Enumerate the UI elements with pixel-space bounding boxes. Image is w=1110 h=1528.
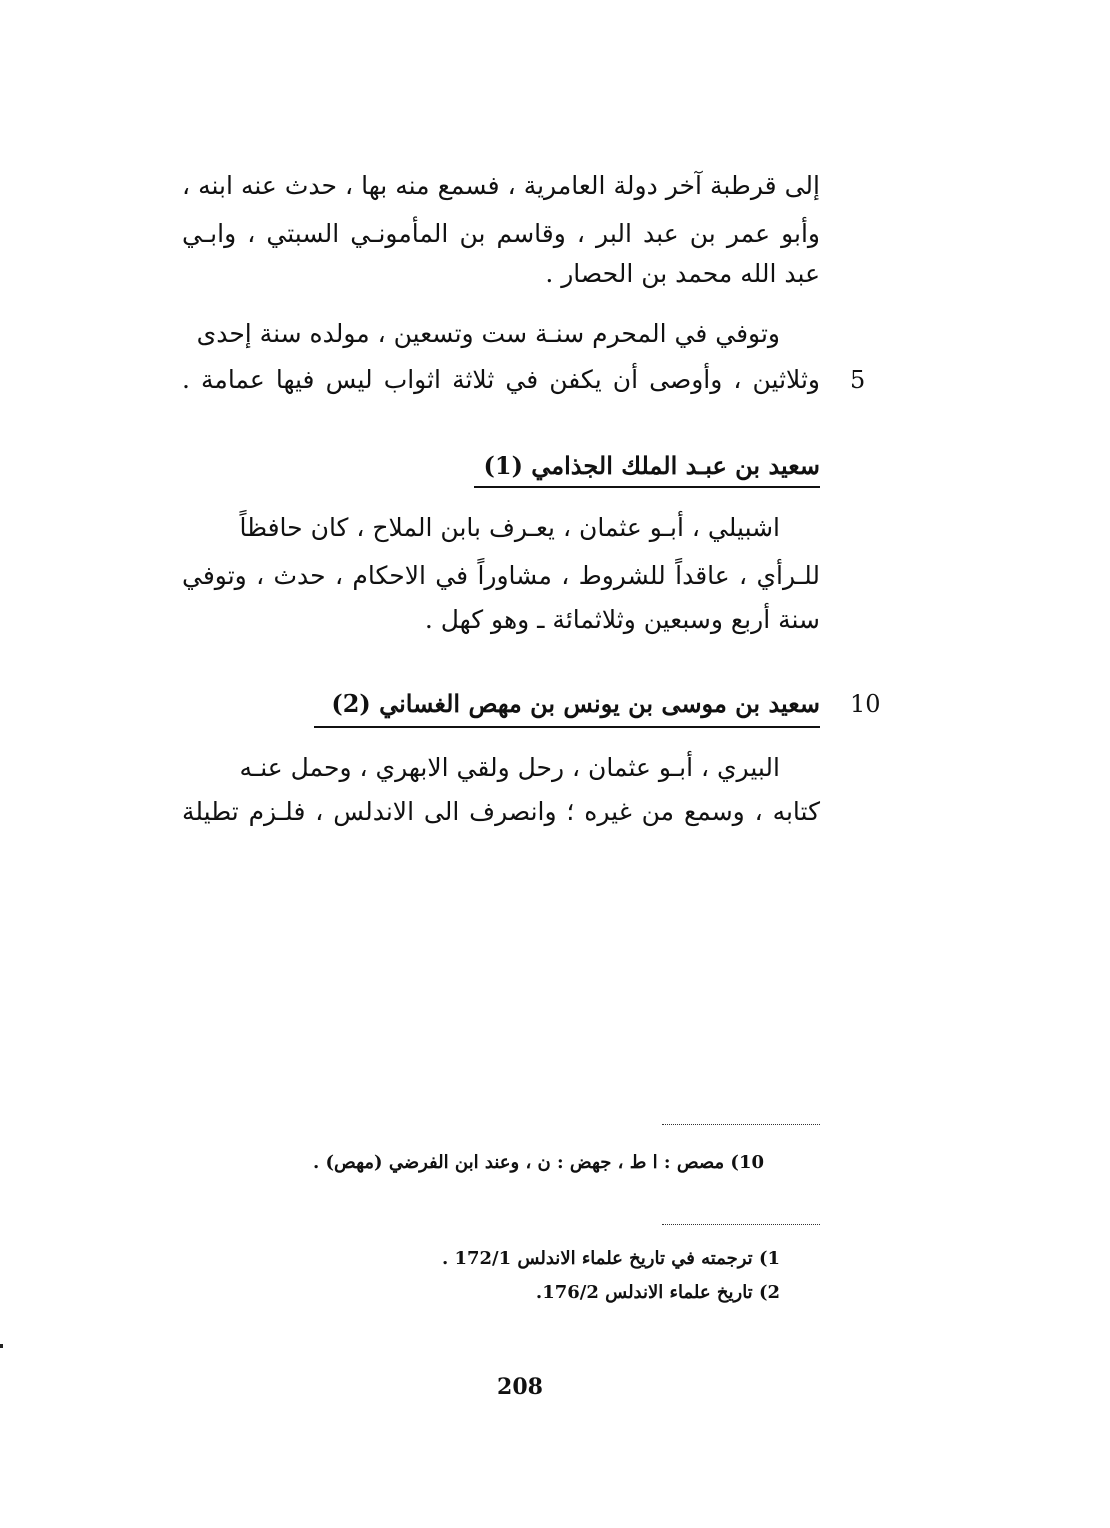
apparatus-note: 10) مصص : ا ط ، جهض : ن ، وعند ابن الفرضي (مهص) . <box>313 1152 764 1173</box>
footnote-separator <box>662 1224 820 1225</box>
body-line: وأبو عمر بن عبد البر ، وقاسم بن المأمونـي السبتي ، وابـي <box>182 219 820 248</box>
line-number: 10 <box>850 690 881 718</box>
scan-speck <box>0 1344 3 1348</box>
heading-underline <box>474 486 820 488</box>
footnote: 1) ترجمته في تاريخ علماء الاندلس 172/1 . <box>441 1248 780 1269</box>
note-separator <box>662 1124 820 1125</box>
body-line: كتابه ، وسمع من غيره ؛ وانصرف الى الاندلس ، فلـزم تطيلة <box>182 797 820 826</box>
body-line: سنة أربع وسبعين وثلاثمائة ـ وهو كهل . <box>424 605 820 634</box>
entry-heading: سعيد بن عبـد الملك الجذامي (1) <box>483 451 820 480</box>
footnote: 2) تاريخ علماء الاندلس 176/2. <box>535 1282 780 1303</box>
body-line: وثلاثين ، وأوصى أن يكفن في ثلاثة اثواب ليس فيها عمامة . <box>182 365 820 394</box>
heading-underline <box>314 726 820 728</box>
page-number: 208 <box>497 1374 543 1400</box>
body-line: إلى قرطبة آخر دولة العامرية ، فسمع منه بها ، حدث عنه ابنه ، <box>182 171 820 200</box>
body-line: اشبيلي ، أبـو عثمان ، يعـرف بابن الملاح ، كان حافظاً <box>239 513 780 542</box>
body-line: عبد الله محمد بن الحصار . <box>545 259 820 288</box>
entry-heading: سعيد بن موسى بن يونس بن مهص الغساني (2) <box>331 689 820 718</box>
line-number: 5 <box>850 366 866 394</box>
body-line: وتوفي في المحرم سنـة ست وتسعين ، مولده سنة إحدى <box>196 319 780 348</box>
body-line: للـرأي ، عاقداً للشروط ، مشاوراً في الاحكام ، حدث ، وتوفي <box>182 561 820 590</box>
body-line: البيري ، أبـو عثمان ، رحل ولقي الابهري ، وحمل عنـه <box>239 753 780 782</box>
